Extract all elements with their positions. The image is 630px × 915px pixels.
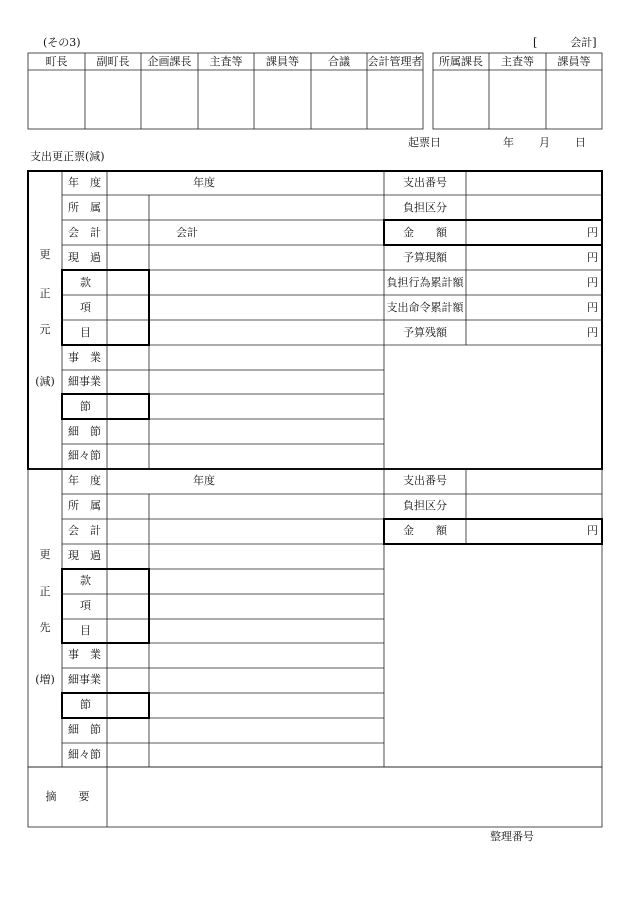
after-label-account: 会 計 (68, 524, 101, 537)
before-label-budget-current: 予算現額 (403, 251, 447, 264)
approval-header-chief-examiner: 主査等 (209, 55, 243, 68)
issue-date-day: 日 (575, 136, 586, 149)
before-budget-remaining-yen: 円 (587, 326, 598, 339)
approval-header-planning-chief: 企画課長 (147, 55, 192, 68)
after-label-project: 事 業 (68, 648, 101, 661)
after-vertical-4: (増) (35, 673, 55, 686)
before-label-department: 所 属 (68, 201, 101, 214)
approval-header-section-chief: 所属課長 (439, 55, 483, 68)
before-budget-current-yen: 円 (587, 251, 598, 264)
before-vertical-1: 更 (39, 248, 51, 261)
before-vertical-2: 正 (39, 287, 51, 300)
after-label-payment-no: 支出番号 (403, 474, 447, 487)
after-label-sub-sub-setsu: 細々節 (68, 748, 101, 761)
before-label-kan: 款 (80, 276, 91, 289)
before-label-kou: 項 (80, 301, 91, 314)
before-label-burden-class: 負担区分 (403, 201, 447, 214)
before-amount-yen: 円 (587, 226, 598, 239)
before-fiscal-year-suffix: 年度 (193, 176, 215, 189)
approval-header-staff-2: 課員等 (557, 55, 591, 68)
issue-date-label: 起票日 (408, 136, 441, 149)
before-label-amount: 金 額 (403, 226, 447, 239)
after-label-department: 所 属 (68, 499, 101, 512)
after-label-sub-setsu: 細 節 (68, 723, 101, 736)
before-label-commitment-total: 負担行為累計額 (386, 276, 464, 289)
issue-date-year: 年 (503, 136, 514, 149)
after-label-kan: 款 (80, 574, 91, 587)
after-vertical-3: 先 (39, 621, 51, 634)
approval-header-chief-examiner-2: 主査等 (501, 55, 534, 68)
approval-header-accounting-manager: 会計管理者 (367, 55, 423, 68)
approval-header-mayor: 町長 (45, 55, 68, 68)
before-label-payment-order-total: 支出命令累計額 (386, 301, 464, 314)
before-label-account: 会 計 (68, 226, 101, 239)
approval-header-staff: 課員等 (266, 55, 299, 68)
before-commitment-yen: 円 (587, 276, 598, 289)
after-label-current-past: 現 過 (68, 549, 101, 562)
after-vertical-1: 更 (39, 548, 51, 561)
form-title: 支出更正票(減) (30, 150, 105, 163)
page-number: (その3) (43, 36, 81, 49)
after-label-amount: 金 額 (403, 524, 447, 537)
before-label-sub-setsu: 細 節 (68, 425, 101, 438)
before-label-current-past: 現 過 (68, 251, 101, 264)
before-label-budget-remaining: 予算残額 (403, 326, 447, 339)
after-label-burden-class: 負担区分 (403, 499, 447, 512)
before-label-fiscal-year: 年 度 (68, 176, 101, 189)
before-vertical-4: (減) (35, 375, 55, 388)
after-fiscal-year-suffix: 年度 (193, 474, 215, 487)
before-label-sub-sub-setsu: 細々節 (68, 449, 101, 462)
after-label-fiscal-year: 年 度 (68, 474, 101, 487)
before-label-moku: 目 (80, 326, 91, 339)
after-label-kou: 項 (80, 599, 91, 612)
before-label-payment-no: 支出番号 (403, 176, 447, 189)
issue-date-month: 月 (539, 136, 550, 149)
after-label-setsu: 節 (80, 698, 91, 711)
after-vertical-2: 正 (39, 585, 51, 598)
before-vertical-3: 元 (39, 323, 51, 336)
after-label-moku: 目 (80, 624, 91, 637)
before-label-sub-project: 細事業 (68, 375, 101, 388)
before-account-suffix: 会計 (176, 226, 198, 239)
before-payment-order-yen: 円 (587, 301, 598, 314)
after-label-sub-project: 細事業 (68, 673, 101, 686)
account-bracket: [ 会計] (533, 36, 597, 49)
approval-header-deputy-mayor: 副町長 (96, 55, 130, 68)
before-label-setsu: 節 (80, 400, 91, 413)
approval-header-consultation: 合議 (328, 55, 350, 68)
before-label-project: 事 業 (68, 351, 101, 364)
remarks-label: 摘 要 (45, 790, 90, 803)
after-amount-yen: 円 (587, 524, 598, 537)
ref-number-label: 整理番号 (490, 830, 534, 843)
